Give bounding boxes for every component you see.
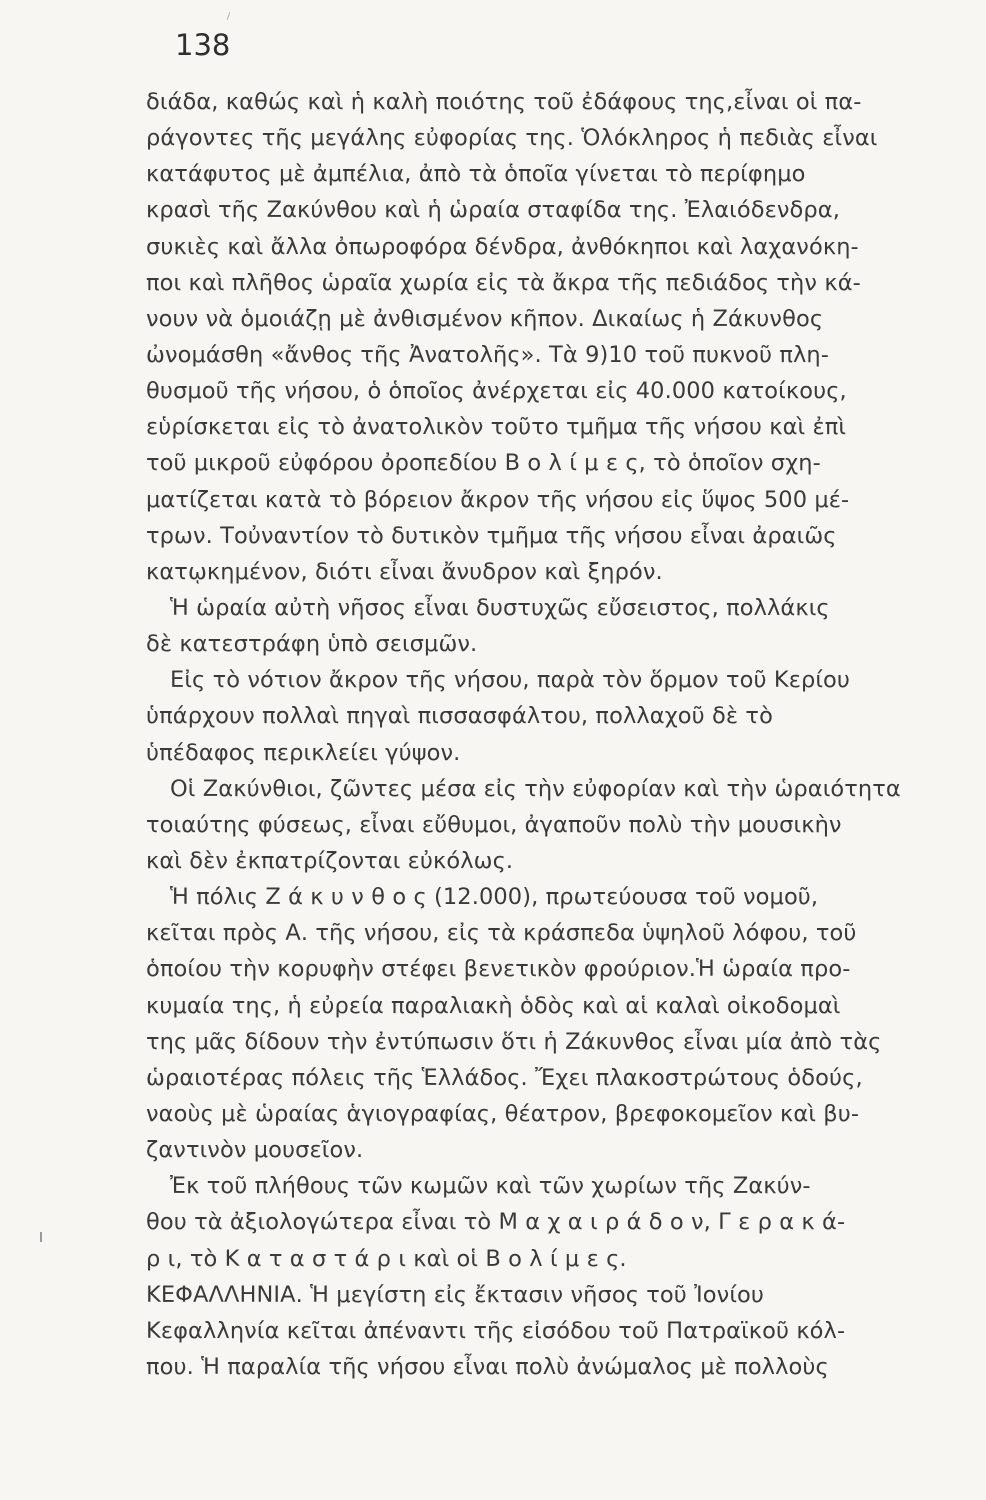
text-line: ΚΕΦΑΛΛΗΝΙΑ. Ἡ μεγίστη εἰς ἔκτασιν νῆσος τοῦ Ἰονίου <box>146 1281 765 1308</box>
text-line: θυσμοῦ τῆς νήσου, ὁ ὁποῖος ἀνέρχεται εἰς 40.000 κατοίκους, <box>146 378 847 405</box>
text-line: ρ ι, τὸ Κ α τ α σ τ ά ρ ι καὶ οἱ Β ο λ ί μ ε ς. <box>146 1245 627 1272</box>
text-line: της μᾶς δίδουν τὴν ἐντύπωσιν ὅτι ἡ Ζάκυνθος εἶναι μία ἀπὸ τὰς <box>146 1028 882 1055</box>
page-number: 138 <box>175 28 231 62</box>
text-line: διάδα, καθώς καὶ ἡ καλὴ ποιότης τοῦ ἐδάφους της,εἶναι οἱ πα- <box>146 89 862 115</box>
text-body <box>146 84 952 1385</box>
text-line: Οἱ Ζακύνθιοι, ζῶντες μέσα εἰς τὴν εὐφορίαν καὶ τὴν ὡραιότητα <box>170 775 901 802</box>
text-line: Κεφαλληνία κεῖται ἀπέναντι τῆς εἰσόδου τοῦ Πατραϊκοῦ κόλ- <box>146 1317 846 1344</box>
text-line: τοιαύτης φύσεως, εἶναι εὔθυμοι, ἀγαποῦν πολὺ τὴν μουσικὴν <box>146 811 842 838</box>
text-line: που. Ἡ παραλία τῆς νήσου εἶναι πολὺ ἀνώμαλος μὲ πολλοὺς <box>146 1353 829 1380</box>
text-line: ποι καὶ πλῆθος ὡραῖα χωρία εἰς τὰ ἄκρα τῆς πεδιάδος τὴν κά- <box>146 269 861 296</box>
text-line: ὠνομάσθη «ἄνθος τῆς Ἀνατολῆς». Τὰ 9)10 τοῦ πυκνοῦ πλη- <box>146 341 829 368</box>
text-line: εὑρίσκεται εἰς τὸ ἀνατολικὸν τοῦτο τμῆμα τῆς νήσου καὶ ἐπὶ <box>146 414 847 441</box>
text-line: συκιὲς καὶ ἄλλα ὀπωροφόρα δένδρα, ἀνθόκηποι καὶ λαχανόκη- <box>146 233 859 260</box>
text-line: κυμαία της, ἡ εὐρεία παραλιακὴ ὁδὸς καὶ αἱ καλαὶ οἰκοδομαὶ <box>146 992 841 1019</box>
text-line: ὑπάρχουν πολλαὶ πηγαὶ πισσασφάλτου, πολλαχοῦ δὲ τὸ <box>146 703 773 730</box>
text-line: θου τὰ ἀξιολογώτερα εἶναι τὸ Μ α χ α ι ρ ά δ ο ν, Γ ε ρ α κ ά- <box>146 1209 846 1236</box>
text-line: ὁποίου τὴν κορυφὴν στέφει βενετικὸν φρούριον.Ἡ ὡραία προ- <box>146 956 851 983</box>
text-line: κεῖται πρὸς Α. τῆς νήσου, εἰς τὰ κράσπεδα ὑψηλοῦ λόφου, τοῦ <box>146 920 857 947</box>
text-line: ὑπέδαφος περικλείει γύψον. <box>146 739 461 766</box>
text-line: ματίζεται κατὰ τὸ βόρειον ἄκρον τῆς νήσου εἰς ὕψος 500 μέ- <box>146 486 850 513</box>
text-line: καὶ δὲν ἐκπατρίζονται εὐκόλως. <box>146 847 514 874</box>
text-line: ναοὺς μὲ ὡραίας ἁγιογραφίας, θέατρον, βρεφοκομεῖον καὶ βυ- <box>146 1100 860 1127</box>
text-line: δὲ κατεστράφη ὑπὸ σεισμῶν. <box>146 631 478 658</box>
margin-mark <box>40 1232 42 1242</box>
text-line: ζαντινὸν μουσεῖον. <box>146 1137 364 1164</box>
text-line: κατάφυτος μὲ ἀμπέλια, ἀπὸ τὰ ὁποῖα γίνεται τὸ περίφημο <box>146 161 806 188</box>
text-line: Ἐκ τοῦ πλήθους τῶν κωμῶν καὶ τῶν χωρίων τῆς Ζακύν- <box>170 1173 811 1200</box>
text-line: Εἰς τὸ νότιον ἄκρον τῆς νήσου, παρὰ τὸν ὅρμον τοῦ Κερίου <box>170 667 851 694</box>
ink-tick-mark <box>227 12 231 20</box>
text-line: τρων. Τοὐναντίον τὸ δυτικὸν τμῆμα τῆς νήσου εἶναι ἀραιῶς <box>146 522 837 549</box>
text-line: νουν νὰ ὁμοιάζῃ μὲ ἀνθισμένον κῆπον. Δικαίως ἡ Ζάκυνθος <box>146 305 824 332</box>
text-line: Ἡ πόλις Ζ ά κ υ ν θ ο ς (12.000), πρωτεύουσα τοῦ νομοῦ, <box>170 884 819 911</box>
text-line: κατῳκημένον, διότι εἶναι ἄνυδρον καὶ ξηρόν. <box>146 558 663 585</box>
text-line: κρασὶ τῆς Ζακύνθου καὶ ἡ ὡραία σταφίδα της. Ἐλαιόδενδρα, <box>146 197 840 224</box>
text-line: ὡραιοτέρας πόλεις τῆς Ἑλλάδος. Ἔχει πλακοστρώτους ὁδούς, <box>146 1064 863 1091</box>
text-line: Ἡ ὡραία αὐτὴ νῆσος εἶναι δυστυχῶς εὔσειστος, πολλάκις <box>170 594 830 621</box>
text-line: τοῦ μικροῦ εὐφόρου ὀροπεδίου Β ο λ ί μ ε ς, τὸ ὁποῖον σχη- <box>146 450 821 477</box>
text-line: ράγοντες τῆς μεγάλης εὐφορίας της. Ὁλόκληρος ἡ πεδιὰς εἶναι <box>146 125 878 152</box>
